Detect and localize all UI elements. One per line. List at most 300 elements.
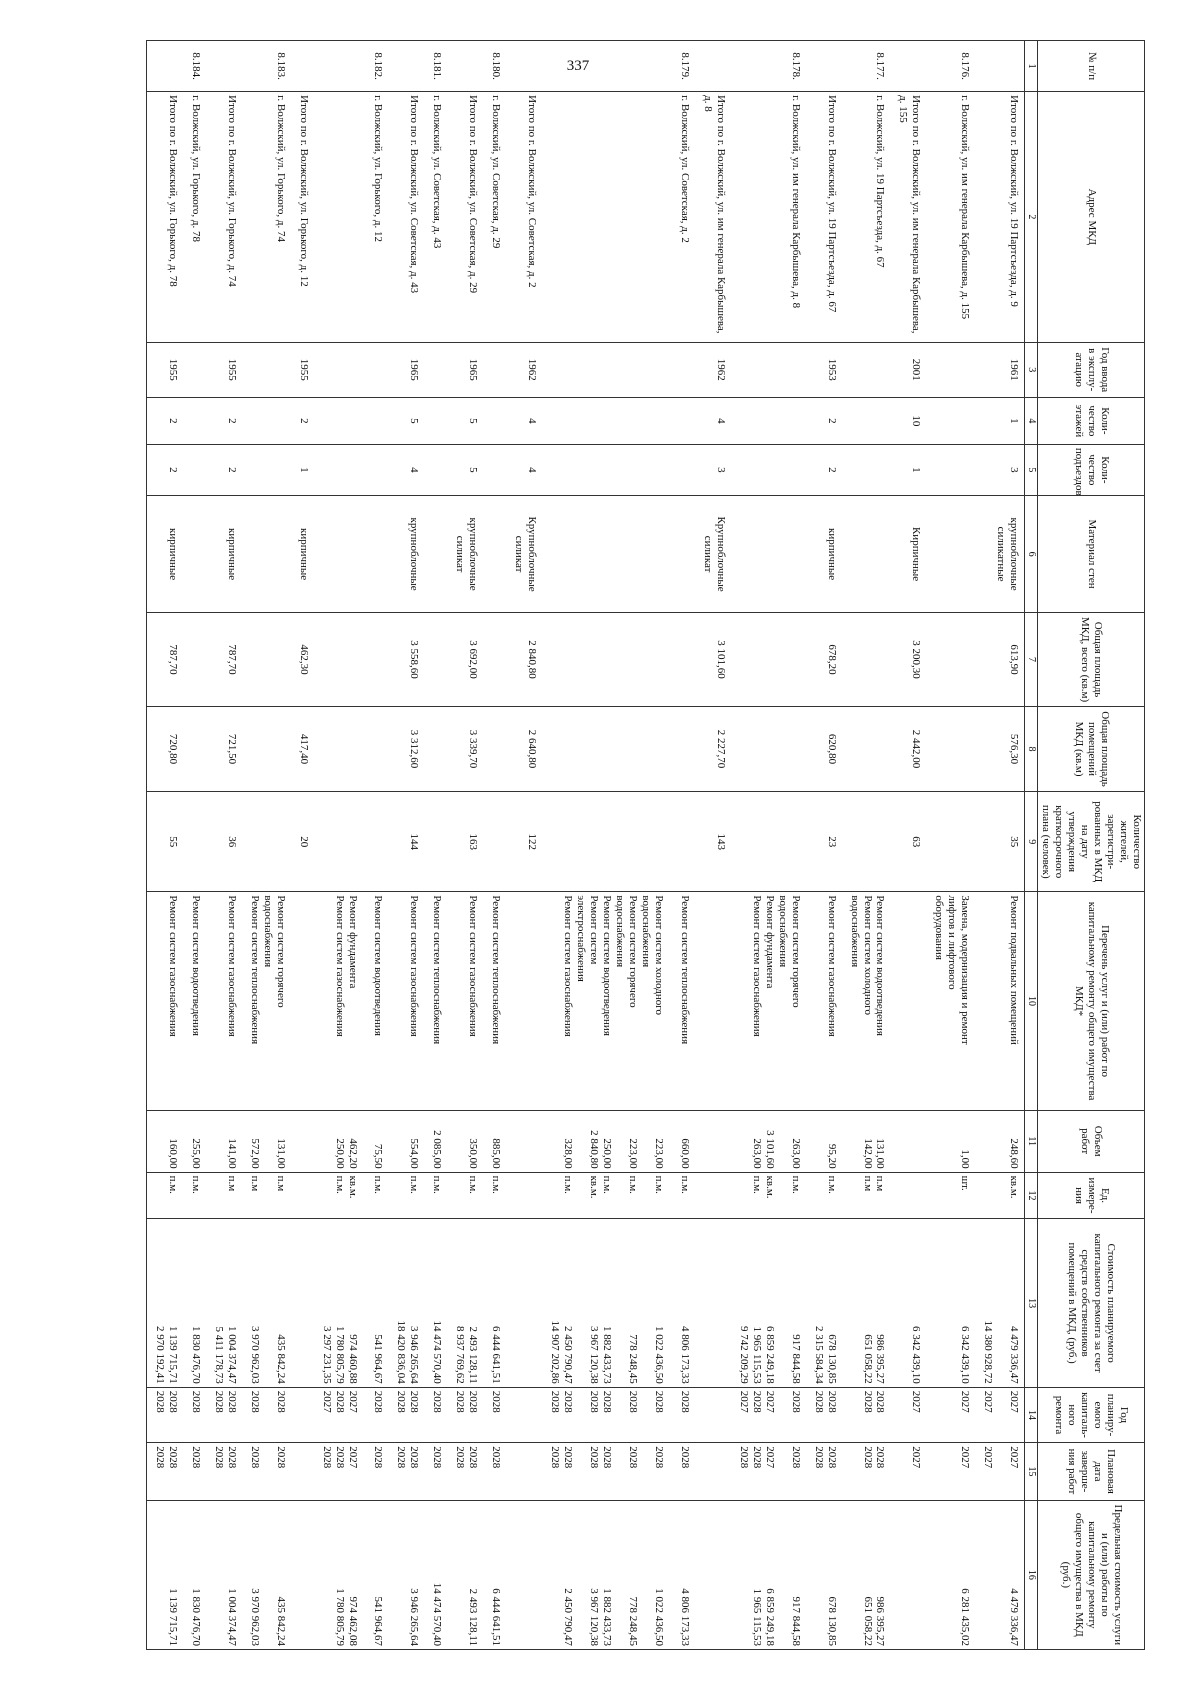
work-volume-line [613, 1114, 626, 1169]
planned-completion-line: 2027 [1008, 1446, 1021, 1469]
work-volume-line: 131,00 [874, 1138, 887, 1169]
wall-material [975, 495, 1024, 612]
rooms-area [542, 706, 695, 791]
works-list-line: Ремонт систем водоотведения [372, 895, 385, 1036]
works-list-line [665, 895, 678, 1106]
wall-material [806, 495, 842, 612]
column-header: Адрес МКД [1038, 92, 1145, 342]
floors-count: 2 [291, 397, 314, 444]
work-volume [424, 1110, 447, 1172]
works-list-line: оборудования [933, 895, 946, 960]
works-list [926, 892, 975, 1110]
column-number: 7 [1025, 613, 1038, 707]
entrances-count: 3 [695, 444, 731, 495]
column-header: Перечень услуг и (или) работ по капитальному ремонту общего имущества МКД* [1038, 892, 1145, 1110]
residents-count [542, 792, 695, 892]
planned-completion-line: 2028 [408, 1446, 421, 1469]
measure-unit-line: п.м. [627, 1175, 639, 1194]
table-row [731, 41, 806, 1650]
planned-completion [506, 1443, 542, 1501]
repair-year-line: 2028 [812, 1390, 825, 1413]
works-list-line: водоснабжения [848, 895, 861, 968]
total-area: 787,70 [146, 613, 182, 707]
work-volume-line: 1,00 [959, 1149, 972, 1169]
measure-unit [483, 1172, 506, 1219]
repair-cost-line: 1 004 374,47 [225, 1326, 238, 1384]
address [842, 92, 891, 342]
residents-count [424, 792, 447, 892]
measure-unit [542, 1172, 695, 1219]
residents-count: 144 [388, 792, 424, 892]
works-list-line: Ремонт фундамента [346, 895, 359, 989]
work-volume [975, 1110, 1024, 1172]
column-number: 3 [1025, 342, 1038, 397]
repair-year [806, 1387, 842, 1442]
column-header: Ед. измере-ния [1038, 1172, 1145, 1219]
repair-cost [891, 1219, 927, 1387]
repair-cost-line: 6 444 641,51 [490, 1326, 503, 1384]
repair-year-line [525, 1391, 538, 1439]
works-list [183, 892, 206, 1110]
wall-material-line: крупноблочные [408, 517, 421, 591]
row-number [506, 41, 542, 92]
rooms-area [842, 706, 891, 791]
total-area [424, 613, 447, 707]
work-volume-line: 2 085,00 [431, 1130, 444, 1169]
measure-unit-line [525, 1176, 538, 1216]
works-list [506, 892, 542, 1110]
repair-year [183, 1387, 206, 1442]
residents-count: 122 [506, 792, 542, 892]
repair-cost-line: 1 022 436,50 [652, 1326, 665, 1384]
repair-cost [842, 1219, 891, 1387]
work-volume [891, 1110, 927, 1172]
total-area [242, 613, 291, 707]
row-number: 8.181. [424, 41, 447, 92]
planned-completion [806, 1443, 842, 1501]
repair-cost-line [994, 1222, 1007, 1383]
cost-limit-line: 2 450 790,47 [562, 1588, 575, 1646]
cost-limit-line: 1 004 374,47 [225, 1588, 238, 1646]
repair-year [388, 1387, 424, 1442]
measure-unit-line [639, 1176, 652, 1216]
residents-count: 143 [695, 792, 731, 892]
repair-cost-line: 6 859 249,18 [763, 1326, 776, 1384]
work-volume-line: 350,00 [467, 1138, 480, 1169]
column-header: Стоимость планируемого капитального ремонта за счет средств собственников помещений в МКД, (руб.) [1038, 1219, 1145, 1387]
measure-unit-line: п.м. [166, 1175, 179, 1194]
address-line: г. Волжский, ул. Горького, д. 12 [372, 95, 385, 243]
repair-year-line: 2028 [652, 1390, 665, 1413]
repair-cost-line: 435 842,24 [274, 1334, 287, 1384]
commission-year: 1962 [695, 342, 731, 397]
repair-cost [806, 1219, 842, 1387]
cost-limit-line: 1 965 115,53 [750, 1588, 763, 1646]
wall-material [146, 495, 182, 612]
repair-year-line: 2028 [431, 1390, 444, 1413]
address [695, 92, 731, 342]
repair-cost [542, 1219, 695, 1387]
repair-cost-line: 3 297 231,35 [320, 1326, 333, 1384]
repair-cost-line [297, 1222, 310, 1383]
repair-cost [695, 1219, 731, 1387]
cost-limit [975, 1500, 1024, 1649]
rooms-area [314, 706, 389, 791]
commission-year: 1962 [506, 342, 542, 397]
works-list-line: Ремонт систем газоснабжения [825, 895, 838, 1037]
column-number: 6 [1025, 495, 1038, 612]
works-list-line [297, 895, 310, 1106]
planned-completion-line: 2028 [333, 1446, 346, 1469]
planned-completion-line: 2028 [601, 1446, 614, 1469]
planned-completion-line: 2027 [346, 1446, 359, 1469]
rooms-area: 417,40 [291, 706, 314, 791]
planned-completion-line: 2028 [825, 1446, 838, 1469]
floors-count [542, 397, 695, 444]
repair-cost [183, 1219, 206, 1387]
planned-completion [388, 1443, 424, 1501]
planned-completion-line: 2028 [153, 1446, 166, 1469]
cost-limit-line: 541 964,67 [372, 1596, 385, 1646]
measure-unit-line: п.м. [562, 1175, 575, 1194]
cost-limit [424, 1500, 447, 1649]
total-area [842, 613, 891, 707]
repair-cost-line: 1 830 476,70 [189, 1326, 202, 1384]
wall-material-line: крупноблочные [1008, 517, 1021, 591]
measure-unit [447, 1172, 483, 1219]
repair-cost-line [574, 1222, 587, 1383]
cost-limit [183, 1500, 206, 1649]
entrances-count [183, 444, 206, 495]
cost-limit-line [574, 1504, 587, 1646]
measure-unit-line: п.м. [825, 1175, 838, 1194]
commission-year: 1955 [291, 342, 314, 397]
table-row [891, 41, 927, 1650]
repair-cost [975, 1219, 1024, 1387]
table-row [806, 41, 842, 1650]
planned-completion-line: 2028 [166, 1446, 179, 1469]
entrances-count [542, 444, 695, 495]
entrances-count: 3 [975, 444, 1024, 495]
wall-material [483, 495, 506, 612]
works-list-line: электроснабжения [575, 895, 588, 982]
work-volume-line: 554,00 [408, 1138, 421, 1169]
repair-year-line: 2028 [467, 1390, 480, 1413]
planned-completion-line [261, 1446, 274, 1497]
address [542, 92, 695, 342]
column-number: 15 [1025, 1443, 1038, 1501]
row-number: 8.180. [483, 41, 506, 92]
cost-limit [806, 1500, 842, 1649]
rooms-area [242, 706, 291, 791]
rooms-area: 2 442,00 [891, 706, 927, 791]
column-number: 14 [1025, 1387, 1038, 1442]
planned-completion-line: 2027 [982, 1446, 995, 1469]
measure-unit [806, 1172, 842, 1219]
total-area: 3 692,00 [447, 613, 483, 707]
cost-limit-line: 6 281 435,02 [959, 1588, 972, 1646]
cost-limit [447, 1500, 483, 1649]
entrances-count [424, 444, 447, 495]
repair-cost-line: 6 342 439,10 [959, 1326, 972, 1384]
wall-material-line [489, 499, 502, 609]
measure-unit [183, 1172, 206, 1219]
work-volume [926, 1110, 975, 1172]
address-line: г. Волжский, ул. Советская, д. 2 [678, 95, 691, 243]
address [975, 92, 1024, 342]
repair-cost-line: 778 248,45 [627, 1334, 639, 1384]
planned-completion [542, 1443, 695, 1501]
works-list-line: Ремонт систем теплоснабжения [678, 895, 691, 1045]
cost-limit-line: 2 493 128,11 [467, 1588, 480, 1646]
works-list-line: Ремонт систем горячего [274, 895, 287, 1008]
repair-cost-line [525, 1222, 538, 1383]
row-number [388, 41, 424, 92]
repair-cost-line [714, 1222, 727, 1383]
cost-limit-line: 1 830 476,70 [189, 1588, 202, 1646]
work-volume-line: 572,00 [248, 1138, 261, 1169]
cost-limit-line: 4 806 173,33 [678, 1588, 691, 1646]
planned-completion-line: 2028 [372, 1446, 385, 1469]
cost-limit [695, 1500, 731, 1649]
planned-completion-line: 2028 [320, 1446, 333, 1469]
entrances-count: 1 [891, 444, 927, 495]
work-volume-line [574, 1114, 587, 1169]
wall-material [506, 495, 542, 612]
rooms-area: 3 339,70 [447, 706, 483, 791]
repair-year-line: 2028 [601, 1390, 614, 1413]
works-list-line: Ремонт систем холодного [861, 895, 874, 1015]
address [506, 92, 542, 342]
table-row [291, 41, 314, 1650]
planned-completion [183, 1443, 206, 1501]
address [926, 92, 975, 342]
planned-completion-line [574, 1446, 587, 1497]
column-header: Коли-чество этажей [1038, 397, 1145, 444]
works-list [291, 892, 314, 1110]
planned-completion-line: 2028 [490, 1446, 503, 1469]
repair-year-line [261, 1391, 274, 1439]
address-line: Итого по г. Волжский, ул. им генерала Карбышева, [910, 95, 923, 334]
measure-unit [926, 1172, 975, 1219]
measure-unit [146, 1172, 182, 1219]
work-volume-line: 328,00 [562, 1138, 575, 1169]
measure-unit [291, 1172, 314, 1219]
works-list-line: Ремонт систем газоснабжения [225, 895, 238, 1037]
floors-count: 4 [695, 397, 731, 444]
table-row [483, 41, 506, 1650]
column-number: 8 [1025, 706, 1038, 791]
measure-unit-line: п.м. [601, 1175, 614, 1194]
repair-cost-line [639, 1222, 652, 1383]
works-list-line: водоснабжения [776, 895, 789, 968]
repair-year [291, 1387, 314, 1442]
column-header: Год планиру-емого капиталь-ного ремонта [1038, 1387, 1145, 1442]
row-number: 8.176. [926, 41, 975, 92]
address [731, 92, 806, 342]
planned-completion-line: 2028 [874, 1446, 887, 1469]
residents-count [183, 792, 206, 892]
planned-completion [975, 1443, 1024, 1501]
entrances-count: 2 [806, 444, 842, 495]
repair-year [483, 1387, 506, 1442]
cost-limit [146, 1500, 182, 1649]
address-line: г. Волжский, ул. Горького, д. 78 [189, 95, 202, 243]
wall-material [242, 495, 291, 612]
measure-unit-line: п.м [861, 1175, 874, 1192]
repair-cost-line: 2 493 128,11 [467, 1326, 480, 1384]
address-line: г. Волжский, ул. Горького, д. 74 [274, 95, 287, 243]
measure-unit [506, 1172, 542, 1219]
table-header-row [1038, 41, 1145, 1650]
column-number: 5 [1025, 444, 1038, 495]
work-volume [542, 1110, 695, 1172]
repair-year-line: 2028 [274, 1390, 287, 1413]
table-row [926, 41, 975, 1650]
measure-unit-line [613, 1176, 626, 1216]
work-volume-line [776, 1114, 789, 1169]
measure-unit [424, 1172, 447, 1219]
repair-cost-line [261, 1222, 274, 1383]
cost-limit [388, 1500, 424, 1649]
repair-year-line: 2028 [395, 1390, 408, 1413]
works-list [314, 892, 389, 1110]
repair-year-line: 2027 [982, 1390, 995, 1413]
column-header: Общая площадь помещений МКД (кв.м) [1038, 706, 1145, 791]
works-list-line: водоснабжения [639, 895, 652, 968]
wall-material-line [958, 499, 971, 609]
works-list [806, 892, 842, 1110]
planned-completion-line: 2028 [189, 1446, 202, 1469]
repair-cost [731, 1219, 806, 1387]
planned-completion-line [714, 1446, 727, 1497]
planned-completion [926, 1443, 975, 1501]
address-line: Итого по г. Волжский, ул. Советская, д. 29 [467, 95, 480, 294]
repair-year-line: 2028 [212, 1390, 225, 1413]
total-area [926, 613, 975, 707]
repair-year [891, 1387, 927, 1442]
table-row [183, 41, 206, 1650]
residents-count: 20 [291, 792, 314, 892]
repair-cost-line: 1 965 115,53 [750, 1326, 763, 1384]
repair-cost-line: 1 139 715,71 [166, 1326, 179, 1384]
planned-completion-line: 2028 [549, 1446, 562, 1469]
repair-year-line: 2028 [549, 1390, 562, 1413]
planned-completion-line: 2028 [562, 1446, 575, 1469]
wall-material [731, 495, 806, 612]
wall-material [695, 495, 731, 612]
planned-completion-line [613, 1446, 626, 1497]
work-volume [388, 1110, 424, 1172]
work-volume-line: 885,00 [490, 1138, 503, 1169]
repair-year-line [359, 1391, 372, 1439]
floors-count [183, 397, 206, 444]
planned-completion [424, 1443, 447, 1501]
row-number [447, 41, 483, 92]
measure-unit-line: п.м. [189, 1175, 202, 1194]
work-volume-line: 660,00 [678, 1138, 691, 1169]
row-number: 8.183. [242, 41, 291, 92]
planned-completion-line: 2028 [248, 1446, 261, 1469]
rooms-area [731, 706, 806, 791]
repair-cost-line: 4 479 336,47 [1008, 1326, 1021, 1384]
repair-year-line: 2028 [750, 1390, 763, 1413]
address-line: Итого по г. Волжский, ул. им генерала Карбышева, [714, 95, 727, 334]
repair-year [695, 1387, 731, 1442]
floors-count: 4 [506, 397, 542, 444]
work-volume [806, 1110, 842, 1172]
wall-material-line: силикат [701, 535, 714, 573]
address-line: г. Волжский, ул. им генерала Карбышева, д. 155 [959, 95, 972, 320]
measure-unit-line [574, 1176, 587, 1216]
commission-year [424, 342, 447, 397]
cost-limit-line [639, 1504, 652, 1646]
wall-material-line [789, 499, 802, 609]
measure-unit [891, 1172, 927, 1219]
works-list [891, 892, 927, 1110]
work-volume [206, 1110, 242, 1172]
column-number: 4 [1025, 397, 1038, 444]
commission-year: 1955 [206, 342, 242, 397]
floors-count [842, 397, 891, 444]
work-volume [314, 1110, 389, 1172]
repair-cost-line [359, 1222, 372, 1383]
measure-unit-line: п.м. [372, 1175, 385, 1194]
floors-count [424, 397, 447, 444]
measure-unit-line: п.м. [408, 1175, 421, 1194]
rooms-area [183, 706, 206, 791]
works-list-line: Ремонт систем водоотведения [189, 895, 202, 1036]
column-header: Год ввода в эксплу-атацию [1038, 342, 1145, 397]
works-list-line: Ремонт систем холодного [652, 895, 665, 1015]
residents-count [926, 792, 975, 892]
repair-year [731, 1387, 806, 1442]
cost-limit-line: 3 970 962,03 [248, 1588, 261, 1646]
repair-cost-line: 5 411 178,73 [212, 1326, 225, 1384]
measure-unit [206, 1172, 242, 1219]
planned-completion [146, 1443, 182, 1501]
works-list-line: Ремонт систем теплоснабжения [431, 895, 444, 1045]
wall-material [891, 495, 927, 612]
repair-year-line: 2028 [627, 1390, 639, 1413]
works-list-line: Ремонт систем теплоснабжения [248, 895, 261, 1045]
floors-count: 5 [388, 397, 424, 444]
repair-cost-line: 917 844,58 [789, 1334, 802, 1384]
cost-limit-line [613, 1504, 626, 1646]
address-line: Итого по г. Волжский, ул. 19 Партсъезда, д. 67 [825, 95, 838, 313]
repair-cost [424, 1219, 447, 1387]
repair-cost-line: 4 806 173,33 [678, 1326, 691, 1384]
repair-cost-line: 2 450 790,47 [562, 1326, 575, 1384]
wall-material-line [274, 499, 287, 609]
entrances-count: 4 [506, 444, 542, 495]
cost-limit-line: 651 058,22 [861, 1596, 874, 1646]
repair-cost [242, 1219, 291, 1387]
works-list [206, 892, 242, 1110]
planned-completion-line [639, 1446, 652, 1497]
works-list-line: Ремонт систем водоотведения [874, 895, 887, 1036]
entrances-count [314, 444, 389, 495]
wall-material [424, 495, 447, 612]
rooms-area: 720,80 [146, 706, 182, 791]
measure-unit-line: п.м. [490, 1175, 503, 1194]
cost-limit [291, 1500, 314, 1649]
measure-unit-line: кв.м. [346, 1175, 359, 1199]
total-area: 462,30 [291, 613, 314, 707]
repair-cost [291, 1219, 314, 1387]
table-column-numbers-row [1025, 41, 1038, 1650]
row-number: 8.184. [183, 41, 206, 92]
